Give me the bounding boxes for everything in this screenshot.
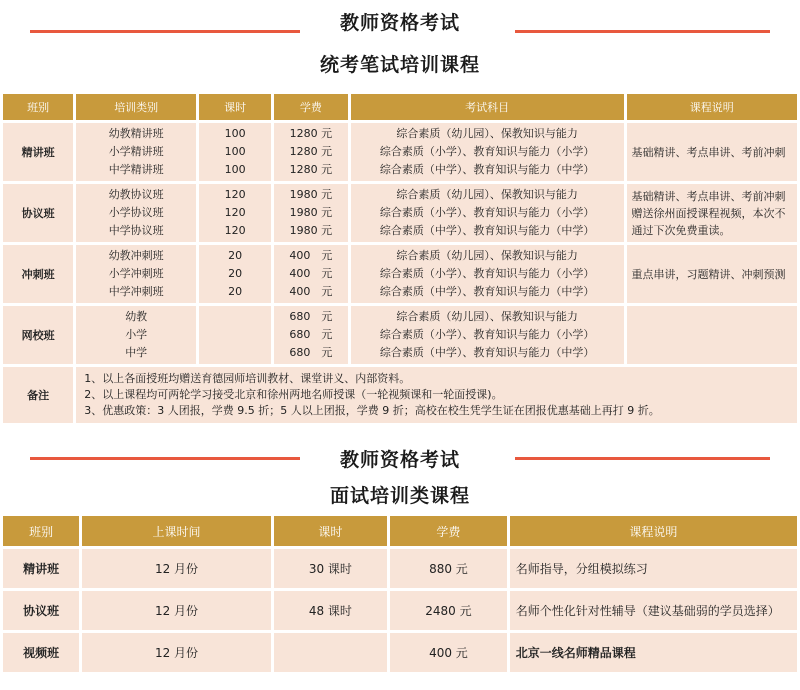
col-header-subjects: 考试科目 (351, 94, 624, 120)
col-header-class: 班别 (3, 516, 79, 546)
table-row (3, 123, 797, 181)
class-time: 12 月份 (82, 549, 270, 588)
table-row (3, 549, 797, 588)
course-description: 重点串讲，习题精讲、冲刺预测 (627, 245, 797, 303)
note-line: 2、以上课程均可两轮学习接受北京和徐州两地名师授课（一轮视频课和一轮面授课)。 (84, 388, 503, 401)
interview-course-table (0, 513, 800, 675)
table-row (3, 633, 797, 672)
exam-subjects: 综合素质（幼儿园）、保教知识与能力 综合素质（小学）、教育知识与能力（小学） 综合素质（中学）、教育知识与能力（中学） (351, 123, 624, 181)
class-name: 精讲班 (3, 549, 79, 588)
class-name: 精讲班 (3, 123, 73, 181)
tuition-fee: 1980 元 1980 元 1980 元 (274, 184, 347, 242)
course-description: 名师个性化针对性辅导（建议基础弱的学员选择） (510, 591, 797, 630)
class-hours: 100 100 100 (199, 123, 271, 181)
tuition-fee: 680 元 680 元 680 元 (274, 306, 347, 364)
notes-row (3, 367, 797, 423)
col-header-class: 班别 (3, 94, 73, 120)
class-hours (274, 633, 387, 672)
section2-title-line1: 教师资格考试 (339, 449, 460, 471)
class-hours (199, 306, 271, 364)
table-row (3, 306, 797, 364)
exam-subjects: 综合素质（幼儿园）、保教知识与能力 综合素质（小学）、教育知识与能力（小学） 综合素质（中学）、教育知识与能力（中学） (351, 306, 624, 364)
class-time: 12 月份 (82, 591, 270, 630)
col-header-hours: 课时 (274, 516, 387, 546)
course-description: 基础精讲、考点串讲、考前冲刺 赠送徐州面授课程视频，本次不 通过下次免费重读。 (627, 184, 797, 242)
tuition-fee: 2480 元 (390, 591, 507, 630)
table-row (3, 245, 797, 303)
section2-heading (0, 447, 800, 509)
note-line: 3、优惠政策：3 人团报，学费 9.5 折；5 人以上团报，学费 9 折；高校在校生凭学生证在团报优惠基础上再打 9 折。 (84, 404, 660, 417)
class-hours: 30 课时 (274, 549, 387, 588)
col-header-type: 培训类别 (76, 94, 196, 120)
table-row (3, 591, 797, 630)
course-description: 名师指导，分组模拟练习 (510, 549, 797, 588)
section1-title-line2: 统考笔试培训课程 (319, 54, 480, 76)
class-hours: 48 课时 (274, 591, 387, 630)
class-name: 冲刺班 (3, 245, 73, 303)
col-header-description: 课程说明 (510, 516, 797, 546)
tuition-fee: 1280 元 1280 元 1280 元 (274, 123, 347, 181)
section1-title-line1: 教师资格考试 (339, 12, 460, 34)
training-types: 幼教冲刺班 小学冲刺班 中学冲刺班 (76, 245, 196, 303)
table-header-row (3, 94, 797, 120)
col-header-description: 课程说明 (627, 94, 797, 120)
training-types: 幼教 小学 中学 (76, 306, 196, 364)
written-exam-table (0, 91, 800, 426)
training-types: 幼教协议班 小学协议班 中学协议班 (76, 184, 196, 242)
tuition-fee: 880 元 (390, 549, 507, 588)
class-hours: 120 120 120 (199, 184, 271, 242)
note-line: 1、以上各面授班均赠送育德园师培训教材、课堂讲义、内部资料。 (84, 372, 411, 385)
class-hours: 20 20 20 (199, 245, 271, 303)
notes-content (76, 367, 797, 423)
training-types: 幼教精讲班 小学精讲班 中学精讲班 (76, 123, 196, 181)
col-header-time: 上课时间 (82, 516, 270, 546)
notes-label: 备注 (3, 367, 73, 423)
section1-heading (0, 10, 800, 78)
exam-subjects: 综合素质（幼儿园）、保教知识与能力 综合素质（小学）、教育知识与能力（小学） 综合素质（中学）、教育知识与能力（中学） (351, 245, 624, 303)
course-description: 基础精讲、考点串讲、考前冲刺 (627, 123, 797, 181)
table-header-row (3, 516, 797, 546)
course-description (627, 306, 797, 364)
col-header-fee: 学费 (390, 516, 507, 546)
table-row (3, 184, 797, 242)
class-time: 12 月份 (82, 633, 270, 672)
col-header-hours: 课时 (199, 94, 271, 120)
class-name: 协议班 (3, 184, 73, 242)
class-name: 网校班 (3, 306, 73, 364)
tuition-fee: 400 元 400 元 400 元 (274, 245, 347, 303)
tuition-fee: 400 元 (390, 633, 507, 672)
class-name: 视频班 (3, 633, 79, 672)
section2-title-line2: 面试培训类课程 (329, 485, 470, 507)
class-name: 协议班 (3, 591, 79, 630)
course-description: 北京一线名师精品课程 (510, 633, 797, 672)
exam-subjects: 综合素质（幼儿园）、保教知识与能力 综合素质（小学）、教育知识与能力（小学） 综合素质（中学）、教育知识与能力（中学） (351, 184, 624, 242)
col-header-fee: 学费 (274, 94, 347, 120)
